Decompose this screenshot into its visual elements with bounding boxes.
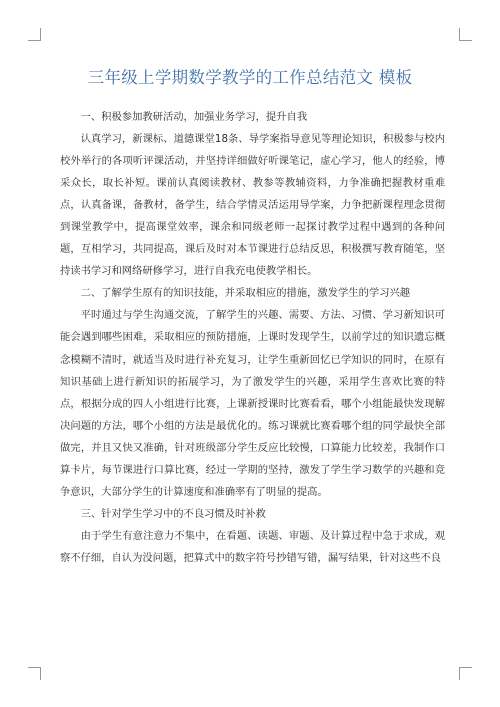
paragraph-2: 平时通过与学生沟通交流，了解学生的兴趣、需要、方法、习惯、学习新知识可能会遇到哪些困难，采取相应的预防措施，上课时发现学生，以前学过的知识遗忘概念模糊不清时，就适当及时进行补充复习，让学生重新回忆已学知识的同时，在原有知识基础上进行新知识的拓展学习，为了激发学生的兴趣，采用学生喜欢比赛的特点，根据分成的四人小组进行比赛，上课新授课时比赛看看，哪个小组能最快发现解决问题的方法，哪个小组的方法是最优化的。练习课就比赛看哪个组的同学最快全部做完，并且又快又准确，针对班级部分学生反应比较慢，口算能力比较差，我制作口算卡片，每节课进行口算比赛，经过一学期的坚持，激发了学生学习数学的兴趣和竞争意识，大部分学生的计算速度和准确率有了明显的提高。 bbox=[60, 309, 445, 498]
document-title: 三年级上学期数学教学的工作总结范文 模板 bbox=[87, 68, 413, 87]
section-heading-1: 一、积极参加教研活动，加强业务学习，提升自我 bbox=[80, 111, 308, 123]
document-body bbox=[60, 106, 445, 569]
section-heading-3: 三、针对学生学习中的不良习惯及时补救 bbox=[80, 507, 266, 520]
section-heading-2: 二、了解学生原有的知识技能，并采取相应的措施，激发学生的学习兴趣 bbox=[80, 287, 411, 300]
crop-mark-top-right bbox=[459, 28, 472, 41]
crop-mark-bottom-left bbox=[28, 667, 41, 680]
paragraph-1: 认真学习，新课标、道德课堂18条、导学案指导意见等理论知识，积极参与校内校外举行的各项听评课活动，并坚持详细做好听课笔记，虚心学习，他人的经验，博采众长，取长补短。课前认真阅读教材、教参等教辅资料，力争准确把握教材重难点，认真备课，备教材，备学生，结合学情灵活运用导学案，力争把新课程理念贯彻到课堂教学中，提高课堂效率，课余和同级老师一起探讨教学过程中遇到的各种问题，互相学习，共同提高，课后及时对本节课进行总结反思，积极撰写教育随笔，坚持读书学习和网络研修学习，进行自我充电使教学相长。 bbox=[60, 133, 445, 278]
crop-mark-bottom-right bbox=[459, 667, 472, 680]
paragraph-3: 由于学生有意注意力不集中，在看题、读题、审题、及计算过程中急于求成，观察不仔细，自认为没问题，把算式中的数字符号抄错写错，漏写结果，针对这些不良 bbox=[60, 529, 445, 564]
crop-mark-top-left bbox=[28, 28, 41, 41]
